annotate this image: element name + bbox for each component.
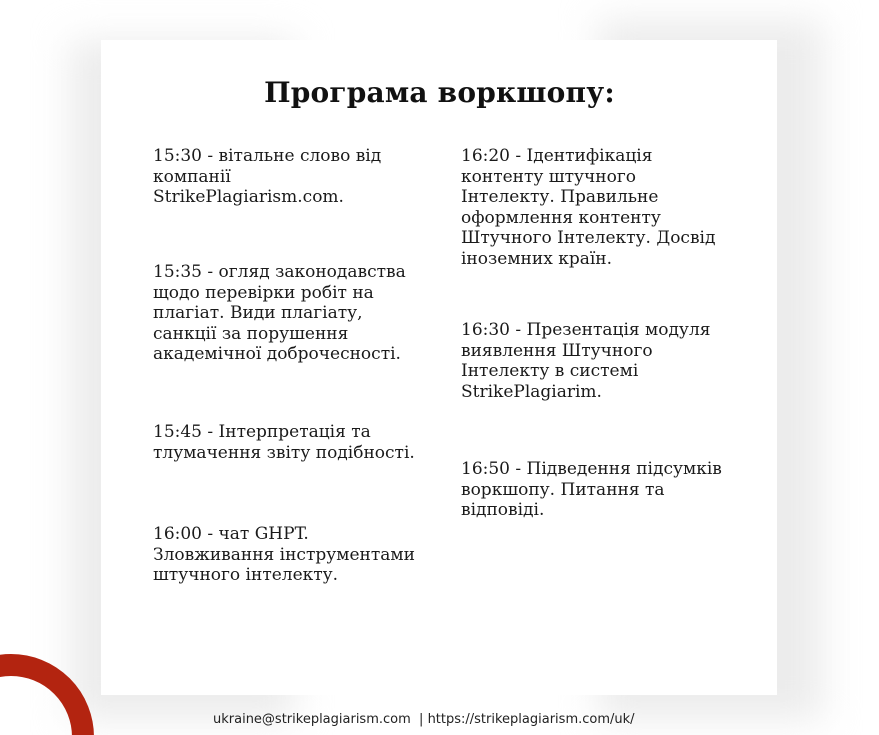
page-title: Програма воркшопу: (264, 76, 615, 109)
schedule-item-1650: 16:50 - Підведення підсумків воркшопу. Питання та відповіді. (461, 459, 722, 520)
footer-email-link[interactable]: ukraine@strikeplagiarism.com (213, 712, 411, 727)
footer-url-link[interactable]: https://strikeplagiarism.com/uk/ (427, 712, 635, 727)
footer-contacts (213, 712, 635, 727)
schedule-item-1620: 16:20 - Ідентифікація контенту штучного Інтелекту. Правильне оформлення контенту Штучного Інтелекту. Досвід іноземних країн. (461, 146, 716, 269)
schedule-item-1535: 15:35 - огляд законодавства щодо перевірки робіт на плагіат. Види плагіату, санкції за порушення академічної доброчесності. (153, 262, 406, 364)
schedule-item-1630: 16:30 - Презентація модуля виявлення Штучного Інтелекту в системі StrikePlagiarim. (461, 320, 711, 402)
schedule-item-1545: 15:45 - Інтерпретація та тлумачення звіту подібності. (153, 422, 415, 463)
schedule-item-1530: 15:30 - вітальне слово від компанії StrikePlagiarism.com. (153, 146, 382, 207)
footer-separator: | (410, 712, 428, 727)
schedule-item-1600: 16:00 - чат GHPT. Зловживання інструментами штучного інтелекту. (153, 524, 415, 585)
